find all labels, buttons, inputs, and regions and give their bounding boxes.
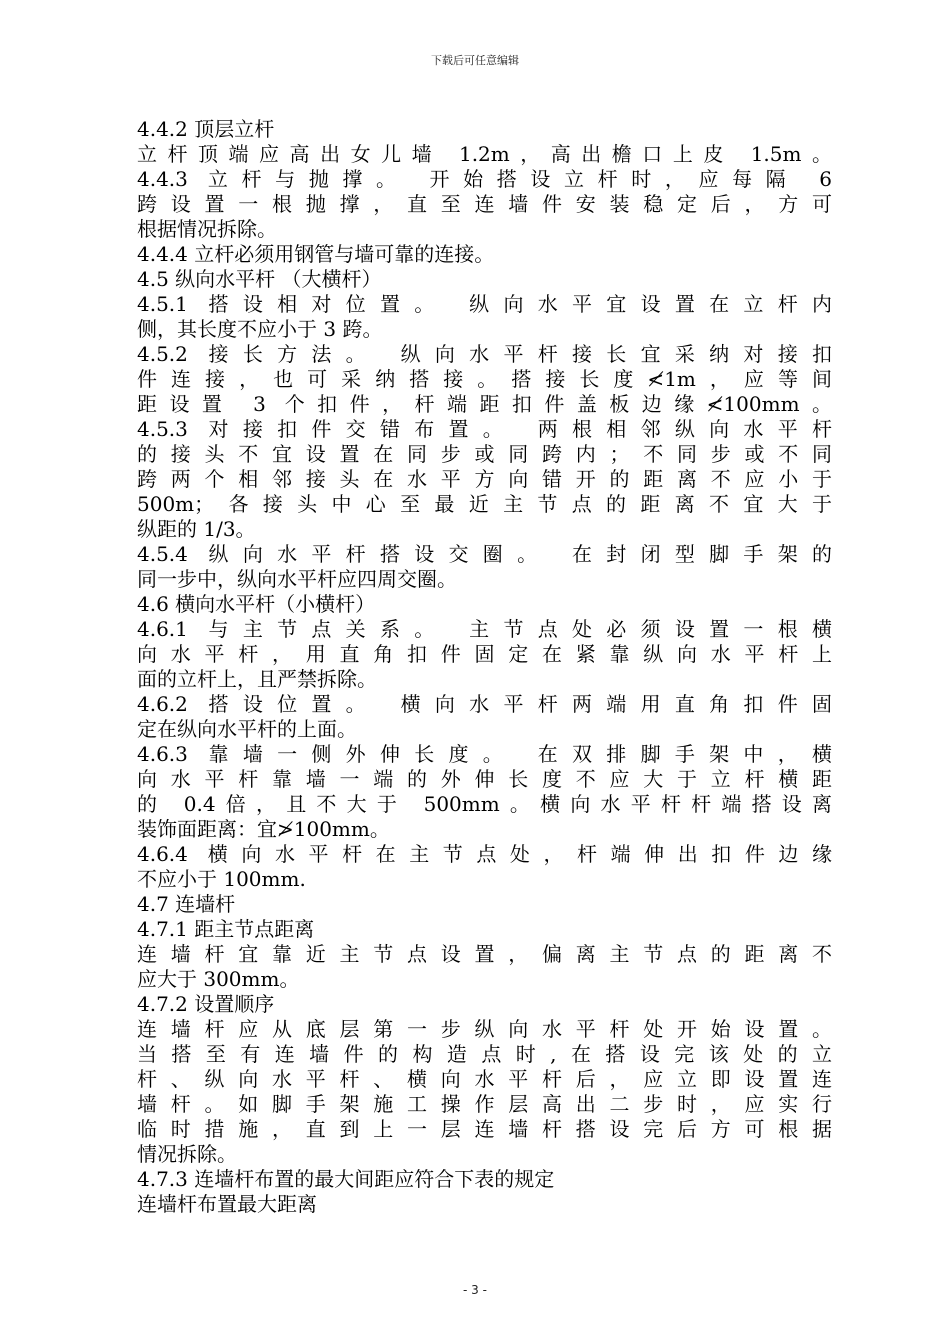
text-line: 向水平杆靠墙一端的外伸长度不应大于立杆横距 <box>137 767 832 791</box>
text-line: 向水平杆，用直角扣件固定在紧靠纵向水平杆上 <box>137 642 832 666</box>
text-line: 4.5 纵向水平杆 （大横杆） <box>137 267 382 291</box>
text-line: 杆、纵向水平杆、横向水平杆后，应立即设置连 <box>137 1067 832 1091</box>
text-line: 不应小于 100mm. <box>137 867 306 891</box>
text-line: 4.4.3 立杆与抛撑。 开始搭设立杆时，应每隔 6 <box>137 167 832 191</box>
text-line: 跨两个相邻接头在水平方向错开的距离不应小于 <box>137 467 832 491</box>
text-line: 侧，其长度不应小于 3 跨。 <box>137 317 383 341</box>
text-line: 4.5.3 对接扣件交错布置。 两根相邻纵向水平杆 <box>137 417 832 441</box>
text-line: 4.4.4 立杆必须用钢管与墙可靠的连接。 <box>137 242 495 266</box>
text-line: 面的立杆上，且严禁拆除。 <box>137 667 377 691</box>
text-line: 根据情况拆除。 <box>137 217 277 241</box>
text-line: 4.5.4 纵向水平杆搭设交圈。 在封闭型脚手架的 <box>137 542 832 566</box>
text-line: 定在纵向水平杆的上面。 <box>137 717 357 741</box>
text-line: 装饰面距离：宜≯100mm。 <box>137 817 390 841</box>
text-line: 墙杆。如脚手架施工操作层高出二步时，应实行 <box>137 1092 832 1116</box>
text-line: 临时措施，直到上一层连墙杆搭设完后方可根据 <box>137 1117 832 1141</box>
text-line: 应大于 300mm。 <box>137 967 300 991</box>
text-line: 立杆顶端应高出女儿墙 1.2m，高出檐口上皮 1.5m。 <box>137 142 832 166</box>
text-line: 的 0.4倍，且不大于 500mm。横向水平杆杆端搭设离 <box>137 792 832 816</box>
text-line: 连墙杆宜靠近主节点设置，偏离主节点的距离不 <box>137 942 832 966</box>
text-line: 纵距的 1/3。 <box>137 517 256 541</box>
text-line: 4.7.3 连墙杆布置的最大间距应符合下表的规定 <box>137 1167 555 1191</box>
text-line: 4.6.2 搭设位置。 横向水平杆两端用直角扣件固 <box>137 692 832 716</box>
text-line: 4.6.3 靠墙一侧外伸长度。 在双排脚手架中，横 <box>137 742 832 766</box>
text-line: 件连接，也可采纳搭接。搭接长度≮1m，应等间 <box>137 367 832 391</box>
text-line: 情况拆除。 <box>137 1142 237 1166</box>
page-header-note: 下载后可任意编辑 <box>431 54 519 67</box>
document-body <box>137 117 832 1217</box>
text-line: 的接头不宜设置在同步或同跨内；不同步或不同 <box>137 442 832 466</box>
text-line: 4.4.2 顶层立杆 <box>137 117 275 141</box>
page-number: - 3 - <box>463 1283 487 1297</box>
text-line: 4.6 横向水平杆（小横杆） <box>137 592 376 616</box>
text-line: 4.5.1 搭设相对位置。 纵向水平宜设置在立杆内 <box>137 292 832 316</box>
text-line: 4.5.2 接长方法。 纵向水平杆接长宜采纳对接扣 <box>137 342 832 366</box>
text-line: 500m；各接头中心至最近主节点的距离不宜大于 <box>137 492 832 516</box>
text-line: 4.6.1 与主节点关系。 主节点处必须设置一根横 <box>137 617 832 641</box>
text-line: 同一步中，纵向水平杆应四周交圈。 <box>137 567 457 591</box>
text-line: 4.7.1 距主节点距离 <box>137 917 315 941</box>
text-line: 4.7 连墙杆 <box>137 892 236 916</box>
text-line: 4.6.4 横向水平杆在主节点处，杆端伸出扣件边缘 <box>137 842 832 866</box>
text-line: 距设置 3 个扣件，杆端距扣件盖板边缘≮100mm。 <box>137 392 832 416</box>
text-line: 4.7.2 设置顺序 <box>137 992 275 1016</box>
text-line: 跨设置一根抛撑，直至连墙件安装稳定后，方可 <box>137 192 832 216</box>
text-line: 连墙杆布置最大距离 <box>137 1192 317 1216</box>
text-line: 连墙杆应从底层第一步纵向水平杆处开始设置。 <box>137 1017 832 1041</box>
text-line: 当搭至有连墙件的构造点时,在搭设完该处的立 <box>137 1042 832 1066</box>
